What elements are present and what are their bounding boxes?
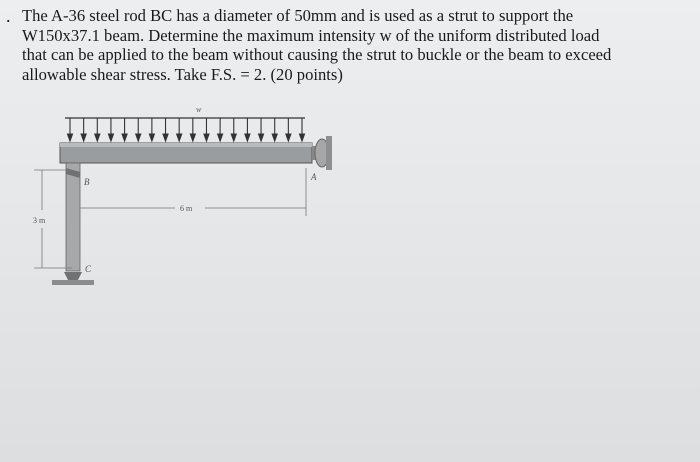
problem-line-4: allowable shear stress. Take F.S. = 2. (20 points) — [22, 64, 343, 84]
height-label: 3 m — [33, 216, 46, 225]
bullet-mark: . — [6, 6, 11, 26]
fixed-support-a — [312, 136, 332, 170]
load-arrowhead-icon — [272, 134, 277, 141]
dimension-6m — [80, 168, 306, 216]
load-arrowhead-icon — [177, 134, 182, 141]
load-arrowhead-icon — [286, 134, 291, 141]
load-arrowhead-icon — [190, 134, 195, 141]
problem-line-2: W150x37.1 beam. Determine the maximum intensity w of the uniform distributed load — [22, 25, 600, 45]
load-arrowhead-icon — [259, 134, 264, 141]
load-arrowhead-icon — [122, 134, 127, 141]
label-a: A — [311, 172, 317, 182]
beam-flange — [60, 143, 312, 147]
problem-line-3: that can be applied to the beam without causing the strut to buckle or the beam to exceed — [22, 45, 612, 64]
load-arrowhead-icon — [136, 134, 141, 141]
load-arrowhead-icon — [204, 134, 209, 141]
load-arrowhead-icon — [231, 134, 236, 141]
load-label: w — [196, 105, 202, 114]
load-arrowhead-icon — [163, 134, 168, 141]
load-arrowhead-icon — [108, 134, 113, 141]
label-b: B — [84, 177, 90, 187]
distributed-load-arrows — [68, 118, 305, 141]
load-arrowhead-icon — [95, 134, 100, 141]
label-c: C — [85, 264, 92, 274]
load-arrowhead-icon — [81, 134, 86, 141]
strut-bc — [66, 163, 80, 271]
load-arrowhead-icon — [300, 134, 305, 141]
problem-line-1: The A-36 steel rod BC has a diameter of 50mm and is used as a strut to support the — [22, 6, 574, 25]
load-arrowhead-icon — [245, 134, 250, 141]
load-arrowhead-icon — [68, 134, 73, 141]
load-arrowhead-icon — [218, 134, 223, 141]
span-label: 6 m — [180, 204, 193, 213]
load-arrowhead-icon — [149, 134, 154, 141]
